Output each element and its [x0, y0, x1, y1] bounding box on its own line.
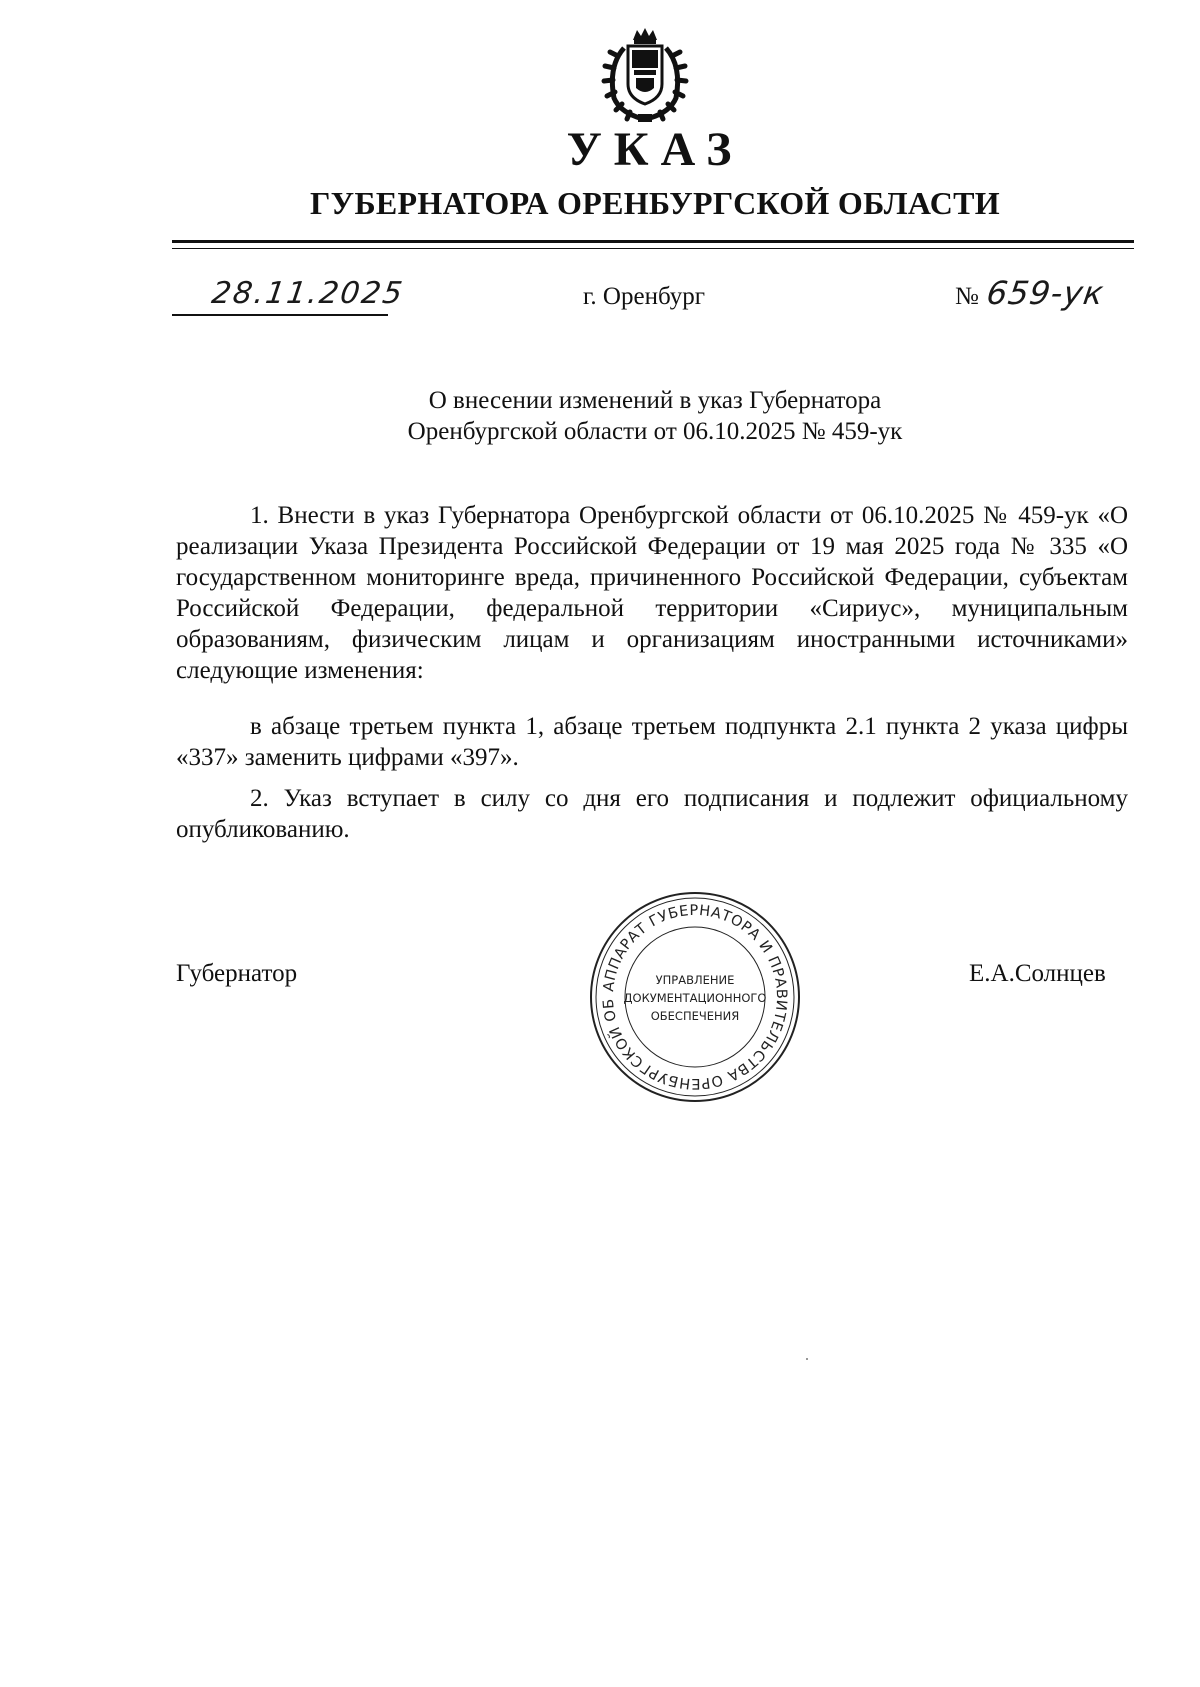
paragraph-2 — [176, 711, 1128, 773]
document-date: 28.11.2025 — [209, 276, 407, 311]
document-number: 659-ук — [984, 274, 1107, 312]
number-sign: № — [955, 283, 979, 310]
stamp-center-line-3: ОБЕСПЕЧЕНИЯ — [650, 1009, 740, 1023]
document-subtitle: ГУБЕРНАТОРА ОРЕНБУРГСКОЙ ОБЛАСТИ — [310, 185, 1000, 221]
signatory-name: Е.А.Солнцев — [969, 960, 1106, 987]
scan-speck — [806, 1358, 808, 1360]
stamp-center-line-2: ДОКУМЕНТАЦИОННОГО — [623, 991, 767, 1005]
header-divider-thick — [172, 240, 1134, 243]
document-title: УКАЗ — [566, 123, 744, 176]
document-heading — [0, 385, 1200, 447]
paragraph-1-text: 1. Внести в указ Губернатора Оренбургской области от 06.10.2025 № 459-ук «О реализации Указа Президента Российской Федерации от 19 мая 2025 года № 335 «О государственном мониторинге вреда, причиненного Российской Федерации, субъектам Российской Федерации, федеральной территории «Сириус», муниципальным образованиям, физическим лицам и организациям иностранными источниками» следующие изменения: — [176, 502, 1128, 684]
stamp-center-line-1: УПРАВЛЕНИЕ — [655, 973, 735, 987]
paragraph-2-text: в абзаце третьем пункта 1, абзаце третьем подпункта 2.1 пункта 2 указа цифры «337» заменить цифрами «397». — [176, 713, 1128, 771]
signatory-position: Губернатор — [176, 960, 298, 987]
official-stamp — [586, 888, 804, 1106]
header-divider-thin — [172, 248, 1134, 249]
document-city: г. Оренбург — [583, 283, 705, 310]
coat-of-arms-icon — [600, 26, 690, 126]
paragraph-3-text: 2. Указ вступает в силу со дня его подписания и подлежит официальному опубликованию. — [176, 785, 1128, 843]
paragraph-3 — [176, 783, 1128, 845]
heading-line-2: Оренбургской области от 06.10.2025 № 459-ук — [407, 418, 903, 445]
stamp-ring-text: АППАРАТ ГУБЕРНАТОРА И ПРАВИТЕЛЬСТВА ОРЕНБУРГСКОЙ ОБ — [600, 902, 790, 1092]
date-underline — [172, 314, 388, 316]
svg-text:АППАРАТ ГУБЕРНАТОРА И ПРАВИТЕЛ — [586, 888, 789, 1091]
paragraph-1 — [176, 500, 1128, 686]
heading-line-1: О внесении изменений в указ Губернатора — [428, 387, 882, 414]
